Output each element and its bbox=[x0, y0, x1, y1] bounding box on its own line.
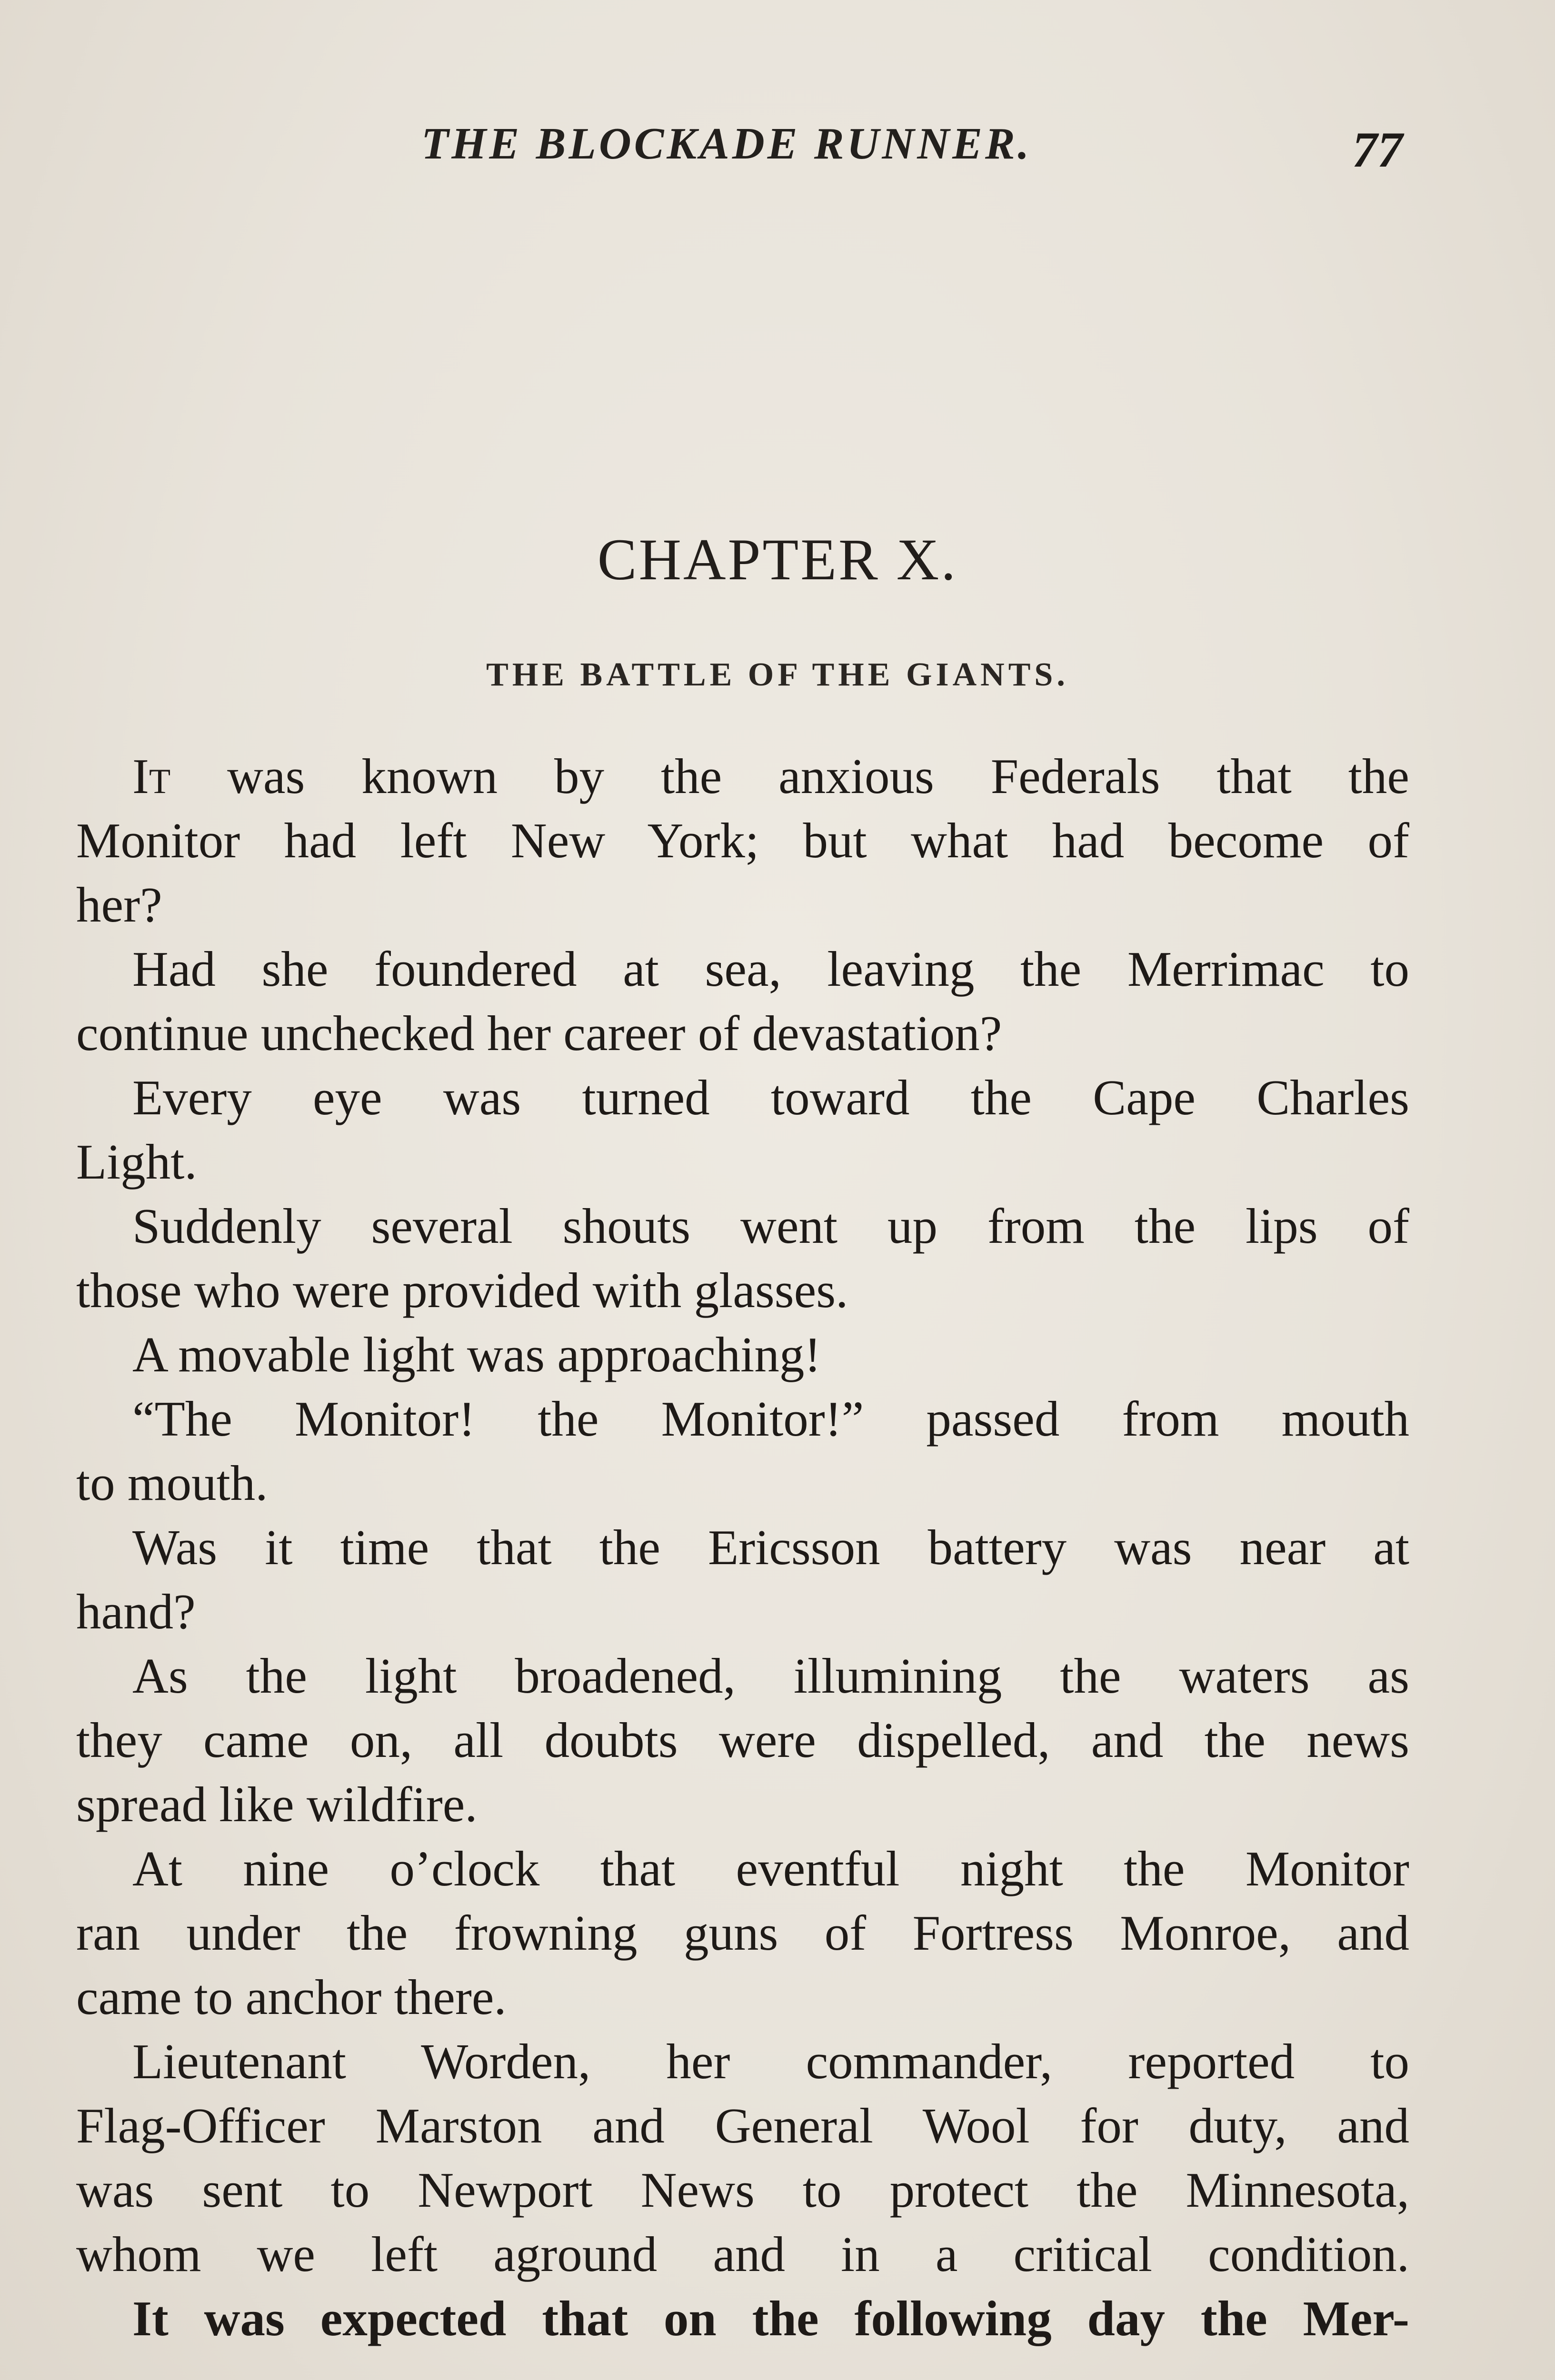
text-line: whom we left aground and in a critical condition. bbox=[76, 2226, 1409, 2282]
text-line: was sent to Newport News to protect the Minnesota, bbox=[76, 2162, 1409, 2218]
running-head bbox=[0, 118, 1555, 180]
text-line: continue unchecked her career of devastation? bbox=[76, 1005, 1002, 1061]
text-line: Lieutenant Worden, her commander, reported to bbox=[132, 2033, 1409, 2089]
text-line bbox=[76, 744, 1409, 808]
text-line: Monitor had left New York; but what had become of bbox=[76, 813, 1409, 868]
drop-word: It bbox=[132, 748, 171, 804]
text-line: As the light broadened, illumining the waters as bbox=[132, 1648, 1409, 1704]
running-title: THE BLOCKADE RUNNER. bbox=[421, 119, 1032, 169]
text-line: A movable light was approaching! bbox=[132, 1327, 821, 1382]
text-line: hand? bbox=[76, 1584, 196, 1639]
text-line: Every eye was turned toward the Cape Charles bbox=[132, 1070, 1409, 1125]
line-text: was known by the anxious Federals that the bbox=[170, 748, 1409, 804]
text-line: Light. bbox=[76, 1134, 197, 1190]
text-line: Flag-Officer Marston and General Wool for duty, and bbox=[76, 2098, 1409, 2153]
text-line: “The Monitor! the Monitor!” passed from mouth bbox=[132, 1391, 1409, 1447]
text-line: spread like wildfire. bbox=[76, 1776, 478, 1832]
chapter-title: CHAPTER X. bbox=[597, 527, 958, 592]
text-line: came to anchor there. bbox=[76, 1969, 507, 2025]
text-line: to mouth. bbox=[76, 1455, 268, 1511]
text-line: At nine o’clock that eventful night the Monitor bbox=[132, 1841, 1409, 1896]
page-number: 77 bbox=[1352, 122, 1403, 178]
text-line: her? bbox=[76, 877, 162, 932]
text-line: those who were provided with glasses. bbox=[76, 1262, 848, 1318]
text-line: they came on, all doubts were dispelled, and the news bbox=[76, 1712, 1409, 1768]
text-line: Had she foundered at sea, leaving the Merrimac to bbox=[132, 941, 1409, 997]
text-line: Suddenly several shouts went up from the lips of bbox=[132, 1198, 1409, 1254]
chapter-subtitle: THE BATTLE OF THE GIANTS. bbox=[486, 656, 1069, 693]
body-text bbox=[76, 744, 1409, 2350]
text-line: ran under the frowning guns of Fortress Monroe, and bbox=[76, 1905, 1409, 1961]
text-line: Was it time that the Ericsson battery was near at bbox=[132, 1519, 1409, 1575]
text-line: It was expected that on the following day the Mer- bbox=[132, 2291, 1409, 2346]
